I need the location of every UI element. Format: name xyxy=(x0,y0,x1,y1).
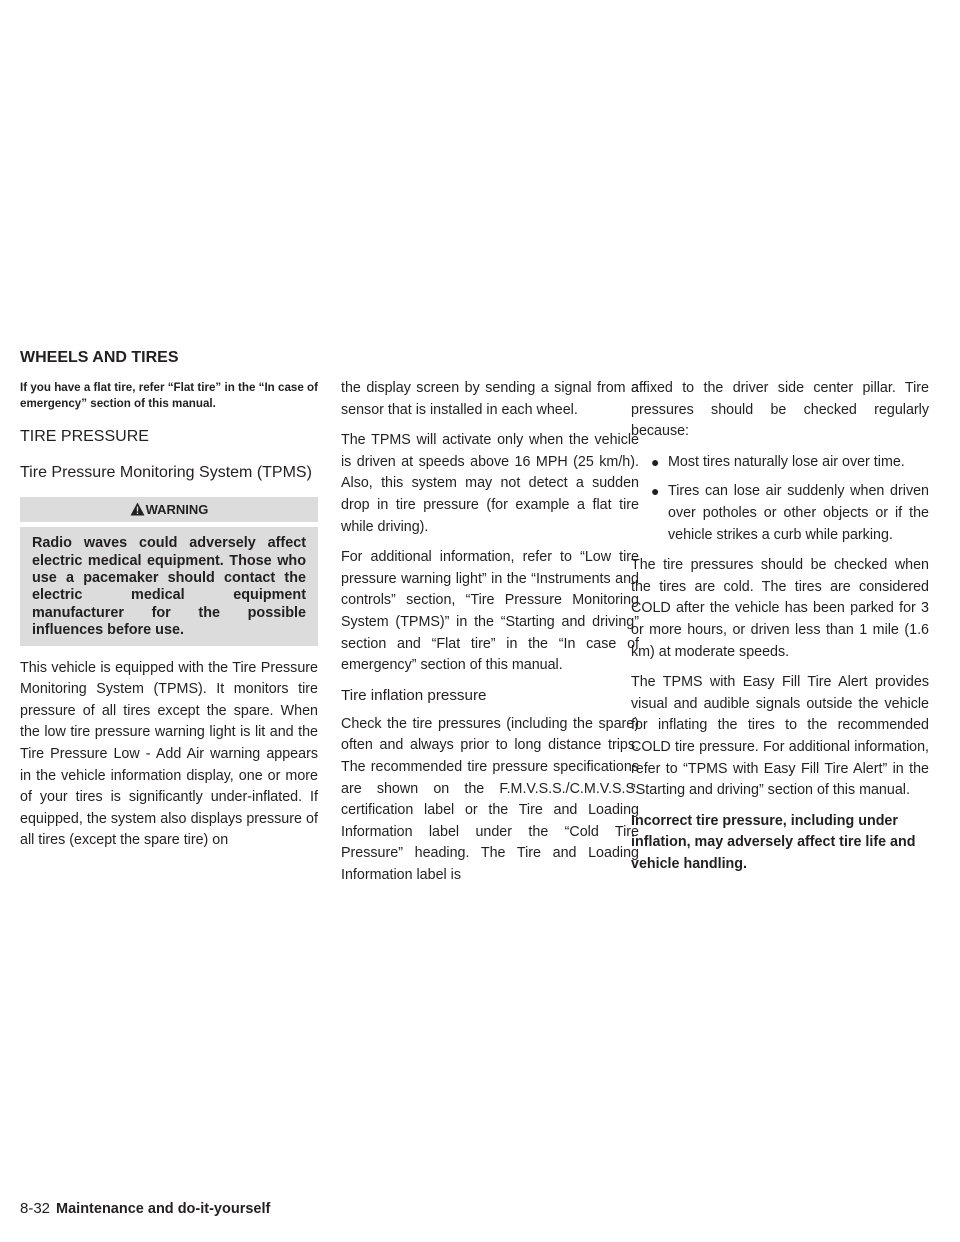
page-footer xyxy=(20,1200,270,1217)
paragraph: The TPMS will activate only when the vehicle is driven at speeds above 16 MPH (25 km/h). Also, this system may not detect a sudden drop in tire pressure (for example a flat tire while driving). xyxy=(341,432,639,535)
warning-label: WARNING xyxy=(145,502,209,518)
list-item xyxy=(651,452,929,474)
section-header: WHEELS AND TIRES xyxy=(20,349,179,366)
warning-triangle-icon xyxy=(130,499,145,524)
paragraph: The tire pressures should be checked when the tires are cold. The tires are considered COLD after the vehicle has been parked for 3 or more hours, or driven less than 1 mile (1.6 km) at moderate speeds. xyxy=(631,557,929,660)
column-1 xyxy=(20,378,318,861)
subheading-tpms: Tire Pressure Monitoring System (TPMS) xyxy=(20,464,312,482)
chapter-title: Maintenance and do-it-yourself xyxy=(56,1201,271,1217)
warning-box xyxy=(20,497,318,645)
column-2 xyxy=(341,378,639,895)
bold-note: Incorrect tire pressure, including under inflation, may adversely affect tire life and vehicle handling. xyxy=(631,812,916,872)
heading-tire-inflation-pressure: Tire inflation pressure xyxy=(341,686,487,704)
list-item xyxy=(651,481,929,546)
intro-note: If you have a flat tire, refer “Flat tire” in the “In case of emergency” section of this manual. xyxy=(20,381,318,410)
paragraph: This vehicle is equipped with the Tire Pressure Monitoring System (TPMS). It monitors tire pressure of all tires except the spare. When the low tire pressure warning light is lit and the Tire Pressure Low - Add Air warning appears in the vehicle information display, one or more of your tires is significantly under-inflated. If equipped, the system also displays pressure of all tires (except the spare tire) on xyxy=(20,659,318,849)
list-item-text: Tires can lose air suddenly when driven over potholes or other objects or if the vehicle strikes a curb while parking. xyxy=(668,483,929,543)
paragraph: For additional information, refer to “Low tire pressure warning light” in the “Instruments and controls” section, “Tire Pressure Monitoring System (TPMS)” in the “Starting and driving” section and “Flat tire” in the “In case of emergency” section of this manual. xyxy=(341,549,639,674)
bullet-icon: ● xyxy=(651,483,660,500)
paragraph: the display screen by sending a signal from a sensor that is installed in each wheel. xyxy=(341,380,639,418)
bullet-list xyxy=(631,452,929,546)
paragraph: affixed to the driver side center pillar. Tire pressures should be checked regularly because: xyxy=(631,380,929,440)
paragraph: Check the tire pressures (including the spare) often and always prior to long distance trips. The recommended tire pressure specifications are shown on the F.M.V.S.S./C.M.V.S.S. certification label or the Tire and Loading Information label under the “Cold Tire Pressure” heading. The Tire and Loading Information label is xyxy=(341,715,639,883)
warning-header xyxy=(20,497,318,522)
page-number: 8-32 xyxy=(20,1200,51,1217)
column-3 xyxy=(631,378,929,884)
bullet-icon: ● xyxy=(651,453,660,470)
heading-tire-pressure: TIRE PRESSURE xyxy=(20,428,149,446)
warning-text: Radio waves could adversely affect electric medical equipment. Those who use a pacemaker should contact the electric medical equipment manufacturer for the possible influences before use. xyxy=(32,535,306,639)
warning-body xyxy=(20,527,318,645)
list-item-text: Most tires naturally lose air over time. xyxy=(668,453,905,470)
paragraph: The TPMS with Easy Fill Tire Alert provides visual and audible signals outside the vehicle for inflating the tires to the recommended COLD tire pressure. For additional information, refer to “TPMS with Easy Fill Tire Alert” in the “Starting and driving” section of this manual. xyxy=(631,674,929,799)
